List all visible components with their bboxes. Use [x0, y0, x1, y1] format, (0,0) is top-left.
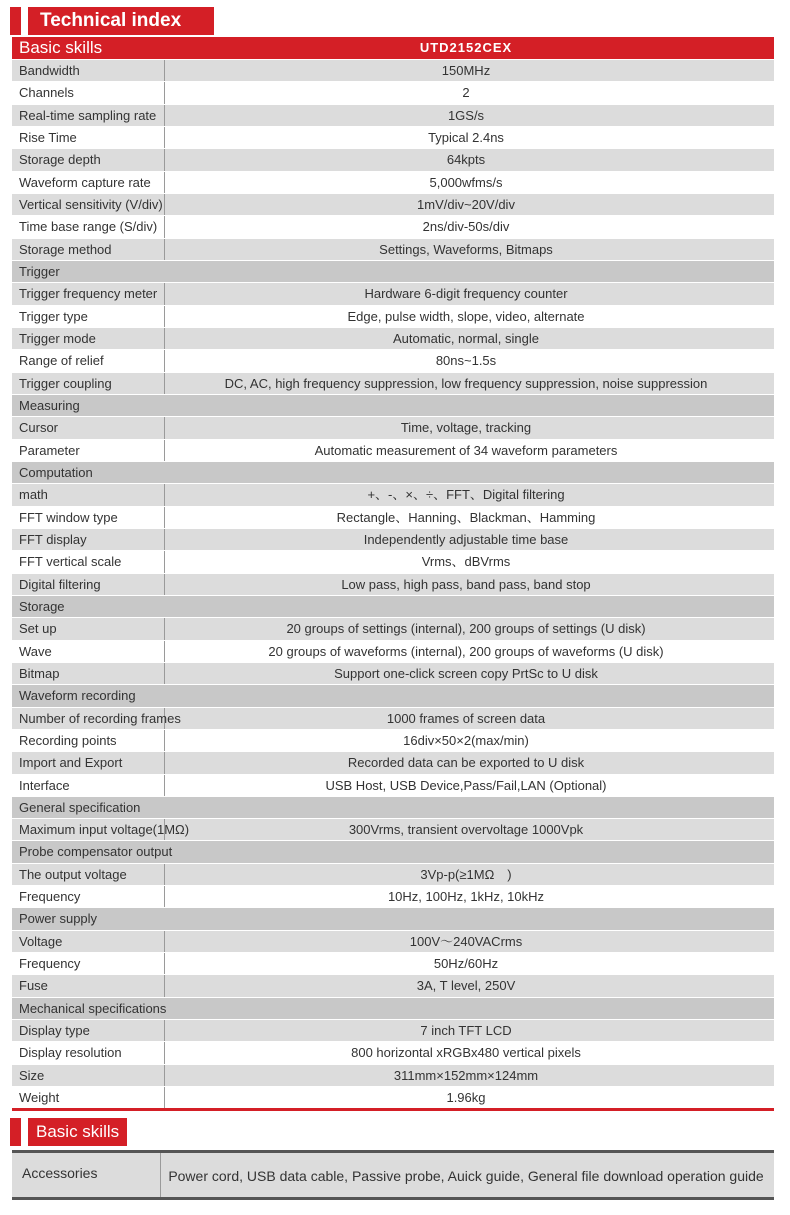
table-header-model: UTD2152CEX — [419, 40, 513, 55]
spec-value: 3Vp-p(≥1MΩ ) — [420, 866, 512, 882]
table-row — [12, 105, 774, 127]
spec-label: Storage method — [12, 239, 165, 260]
spec-value: Hardware 6-digit frequency counter — [364, 286, 568, 302]
group-row — [12, 462, 774, 484]
spec-label: Trigger type — [12, 306, 165, 327]
spec-value: 16div×50×2(max/min) — [403, 732, 529, 748]
spec-value: Time, voltage, tracking — [400, 420, 532, 436]
spec-value: 100V～240VACrms — [409, 933, 523, 949]
table-row — [12, 417, 774, 439]
spec-label: Voltage — [12, 931, 165, 952]
spec-value: Automatic, normal, single — [393, 330, 539, 346]
accessories-bottom-rule — [12, 1197, 774, 1200]
spec-label: Size — [12, 1065, 165, 1086]
spec-value: Rectangle、Hanning、Blackman、Hamming — [336, 509, 596, 525]
table-row — [12, 1042, 774, 1064]
spec-label: FFT display — [12, 529, 165, 550]
spec-label: Weight — [12, 1087, 165, 1108]
spec-value: Recorded data can be exported to U disk — [347, 755, 585, 771]
table-row — [12, 1087, 774, 1109]
spec-value: 10Hz, 100Hz, 1kHz, 10kHz — [387, 889, 545, 905]
spec-label: Bandwidth — [12, 60, 165, 81]
spec-label: Cursor — [12, 417, 165, 438]
spec-value: USB Host, USB Device,Pass/Fail,LAN (Optional) — [325, 777, 607, 793]
spec-value: 1.96kg — [446, 1090, 486, 1106]
spec-rows — [12, 60, 774, 1109]
table-row — [12, 373, 774, 395]
group-label: Probe compensator output — [19, 844, 173, 860]
table-row — [12, 752, 774, 774]
table-row — [12, 283, 774, 305]
section-title: Basic skills — [28, 1118, 127, 1146]
table-row — [12, 953, 774, 975]
group-row — [12, 261, 774, 283]
table-row — [12, 1020, 774, 1042]
group-label: Measuring — [19, 397, 80, 413]
spec-value: 1000 frames of screen data — [386, 710, 546, 726]
table-row — [12, 127, 774, 149]
spec-value: 1mV/div~20V/div — [417, 196, 515, 212]
spec-value: 800 horizontal xRGBx480 vertical pixels — [351, 1045, 581, 1061]
group-row — [12, 797, 774, 819]
spec-label: Fuse — [12, 975, 165, 996]
spec-label: Storage depth — [12, 149, 165, 170]
spec-value: Independently adjustable time base — [363, 531, 569, 547]
spec-value: 80ns~1.5s — [435, 353, 497, 369]
spec-table — [12, 37, 774, 1109]
table-row — [12, 82, 774, 104]
table-row — [12, 819, 774, 841]
table-row — [12, 886, 774, 908]
spec-label: Rise Time — [12, 127, 165, 148]
spec-label: Wave — [12, 641, 165, 662]
group-row — [12, 841, 774, 863]
spec-label: Trigger coupling — [12, 373, 165, 394]
spec-value: 5,000wfms/s — [429, 174, 503, 190]
header-accent-bar — [10, 7, 21, 35]
spec-value: 2ns/div-50s/div — [422, 219, 510, 235]
accessories-row — [12, 1153, 774, 1197]
group-label: Trigger — [19, 263, 60, 279]
spec-label: Interface — [12, 775, 165, 796]
spec-label: math — [12, 484, 165, 505]
spec-value: Vrms、dBVrms — [421, 554, 511, 570]
spec-label: Maximum input voltage(1MΩ) — [12, 819, 165, 840]
table-row — [12, 484, 774, 506]
page-title: Technical index — [28, 7, 214, 35]
spec-label: Channels — [12, 82, 165, 103]
accessories-label: Accessories — [12, 1153, 161, 1197]
spec-value: 311mm×152mm×124mm — [393, 1067, 539, 1083]
spec-label: Trigger frequency meter — [12, 283, 165, 304]
spec-label: Number of recording frames — [12, 708, 165, 729]
spec-value: 300Vrms, transient overvoltage 1000Vpk — [348, 822, 584, 838]
group-row — [12, 596, 774, 618]
table-bottom-rule — [12, 1108, 774, 1111]
spec-value: Support one-click screen copy PrtSc to U disk — [334, 665, 598, 681]
header-accent-bar — [10, 1118, 21, 1146]
spec-label: Set up — [12, 618, 165, 639]
group-label: Computation — [19, 464, 93, 480]
table-row — [12, 618, 774, 640]
spec-label: Trigger mode — [12, 328, 165, 349]
table-row — [12, 507, 774, 529]
spec-value: 50Hz/60Hz — [433, 956, 499, 972]
spec-label: Frequency — [12, 953, 165, 974]
table-row — [12, 529, 774, 551]
group-row — [12, 685, 774, 707]
spec-label: Display type — [12, 1020, 165, 1041]
table-row — [12, 216, 774, 238]
spec-value: 150MHz — [441, 63, 491, 78]
spec-value: +、-、×、÷、FFT、Digital filtering — [367, 487, 565, 503]
spec-value: Automatic measurement of 34 waveform parameters — [314, 442, 618, 458]
table-row — [12, 239, 774, 261]
spec-label: Bitmap — [12, 663, 165, 684]
spec-label: Digital filtering — [12, 574, 165, 595]
spec-label: Display resolution — [12, 1042, 165, 1063]
group-label: Storage — [19, 598, 65, 614]
spec-label: Time base range (S/div) — [12, 216, 165, 237]
group-label: Mechanical specifications — [19, 1000, 167, 1016]
spec-value: Low pass, high pass, band pass, band stop — [341, 576, 591, 592]
spec-value: DC, AC, high frequency suppression, low frequency suppression, noise suppression — [224, 375, 708, 391]
table-header-row — [12, 37, 774, 60]
spec-value: Edge, pulse width, slope, video, alternate — [347, 308, 585, 324]
spec-label: Real-time sampling rate — [12, 105, 165, 126]
group-row — [12, 395, 774, 417]
spec-value: 20 groups of waveforms (internal), 200 groups of waveforms (U disk) — [268, 643, 664, 659]
spec-value: Typical 2.4ns — [428, 129, 504, 145]
accessories-value: Power cord, USB data cable, Passive probe, Auick guide, General file download operation guide — [168, 1168, 764, 1184]
table-row — [12, 1065, 774, 1087]
table-row — [12, 60, 774, 82]
table-row — [12, 708, 774, 730]
spec-label: Range of relief — [12, 350, 165, 371]
table-row — [12, 775, 774, 797]
spec-value: 3A, T level, 250V — [416, 978, 516, 994]
table-row — [12, 350, 774, 372]
group-row — [12, 998, 774, 1020]
table-row — [12, 641, 774, 663]
table-row — [12, 663, 774, 685]
table-row — [12, 931, 774, 953]
group-label: Waveform recording — [19, 688, 136, 704]
spec-label: FFT vertical scale — [12, 551, 165, 572]
group-row — [12, 908, 774, 930]
spec-label: Recording points — [12, 730, 165, 751]
spec-value: 1GS/s — [447, 107, 485, 123]
spec-label: Vertical sensitivity (V/div) — [12, 194, 165, 215]
group-label: Power supply — [19, 911, 98, 927]
spec-label: Frequency — [12, 886, 165, 907]
spec-value: 64kpts — [446, 152, 486, 168]
group-label: General specification — [19, 799, 141, 815]
table-row — [12, 975, 774, 997]
table-row — [12, 328, 774, 350]
table-row — [12, 149, 774, 171]
spec-label: FFT window type — [12, 507, 165, 528]
table-row — [12, 551, 774, 573]
table-row — [12, 574, 774, 596]
table-header-label: Basic skills — [19, 38, 103, 57]
spec-value: 7 inch TFT LCD — [420, 1023, 512, 1039]
spec-label: The output voltage — [12, 864, 165, 885]
spec-value: 2 — [462, 85, 470, 101]
table-row — [12, 730, 774, 752]
table-row — [12, 194, 774, 216]
table-row — [12, 864, 774, 886]
spec-label: Waveform capture rate — [12, 172, 165, 193]
spec-label: Parameter — [12, 440, 165, 461]
spec-label: Import and Export — [12, 752, 165, 773]
spec-value: 20 groups of settings (internal), 200 groups of settings (U disk) — [286, 621, 646, 637]
spec-value: Settings, Waveforms, Bitmaps — [379, 241, 553, 257]
table-row — [12, 306, 774, 328]
table-row — [12, 172, 774, 194]
table-row — [12, 440, 774, 462]
